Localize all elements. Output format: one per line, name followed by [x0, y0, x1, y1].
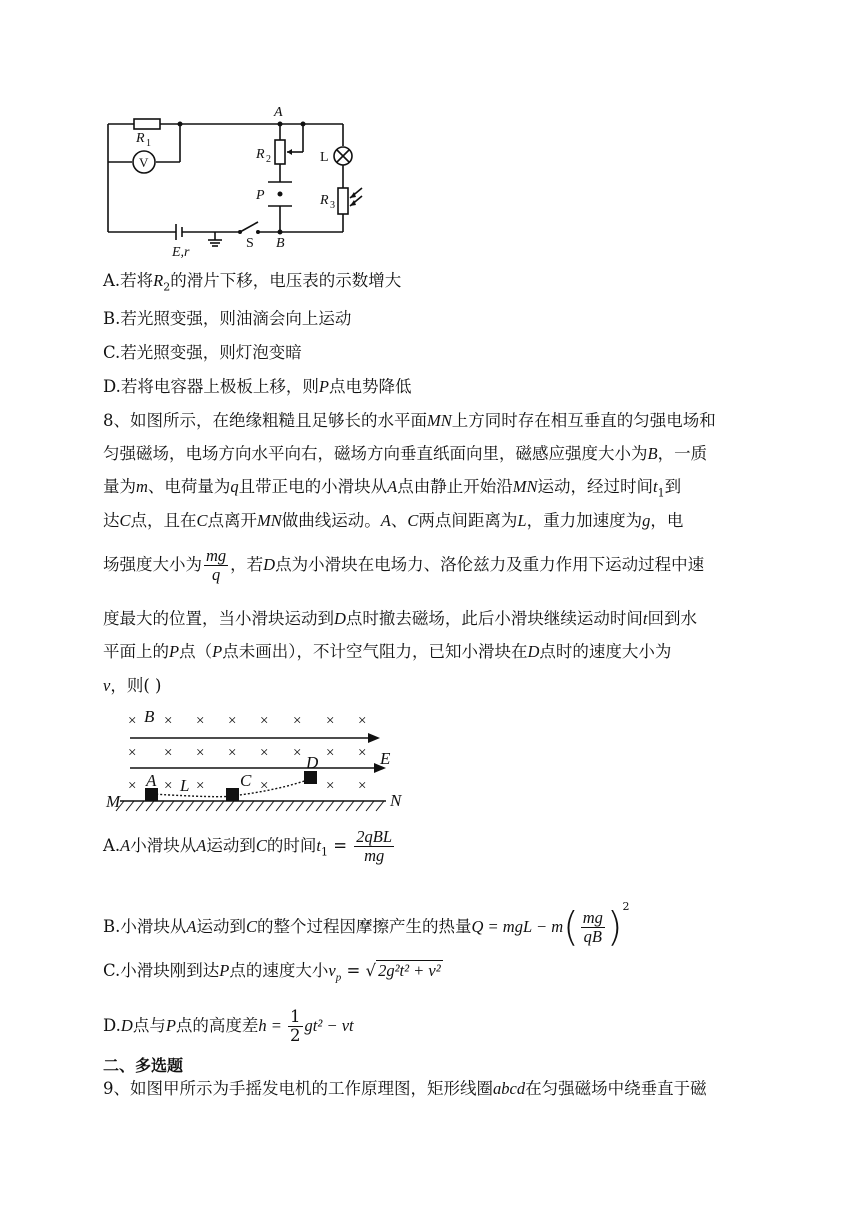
q8-stem-line-6: 度最大的位置，当小滑块运动到D点时撤去磁场，此后小滑块继续运动时间t回到水	[103, 609, 698, 628]
circuit-diagram	[100, 100, 370, 260]
circuit-label-L: L	[320, 150, 329, 165]
q8-option-a: A.A小滑块从A运动到C的时间$t_1$ = $\frac{\text{2qBL}}{mg}$	[103, 827, 393, 865]
field-diagram	[100, 700, 420, 812]
q7-option-a: A.若将$R_2$的滑片下移，电压表的示数增大	[103, 271, 402, 294]
cross-mark: ×	[326, 745, 335, 761]
fraction-mg-over-q: $\frac{mg}{q}$	[206, 546, 227, 584]
section-heading-multiple-choice: 二、多选题	[103, 1056, 184, 1075]
q8-stem-line-2: 匀强磁场，电场方向水平向右，磁场方向垂直纸面向里，磁感应强度大小为B，一质	[103, 444, 708, 463]
q8-stem-line-7: 平面上的P点（P点未画出），不计空气阻力，已知小滑块在D点时的速度大小为	[103, 642, 672, 661]
label-C: C	[240, 771, 252, 790]
q7-option-d: D.若将电容器上极板上移，则P点电势降低	[103, 377, 412, 396]
cross-mark: ×	[196, 745, 205, 761]
cross-mark: ×	[128, 713, 137, 729]
circuit-label-P: P	[256, 188, 265, 203]
cross-mark: ×	[326, 713, 335, 729]
circuit-label-R3-sub: 3	[330, 200, 335, 211]
q9-stem-line-1: 9、如图甲所示为手摇发电机的工作原理图，矩形线圈abcd在匀强磁场中绕垂直于磁	[103, 1079, 707, 1098]
cross-mark: ×	[196, 778, 205, 794]
q7-option-b: B.若光照变强，则油滴会向上运动	[103, 309, 352, 328]
circuit-label-R1: R	[136, 131, 145, 146]
q8-option-c: C.小滑块刚到达P点的速度大小$v_p$ = √ 2g²t² + v²	[103, 961, 441, 984]
cross-mark: ×	[228, 745, 237, 761]
q8-stem-line-3: 量为m、电荷量为q且带正电的小滑块从A点由静止开始沿MN运动，经过时间$t_1$到	[103, 477, 682, 500]
cross-mark: ×	[293, 745, 302, 761]
cross-mark: ×	[326, 778, 335, 794]
label-B: B	[144, 707, 155, 726]
label-D: D	[306, 753, 319, 772]
cross-mark: ×	[260, 745, 269, 761]
label-M: M	[106, 792, 121, 811]
circuit-label-R2: R	[256, 147, 265, 162]
cross-mark: ×	[260, 778, 269, 794]
circuit-label-V: V	[139, 155, 149, 170]
q8-option-b: B.小滑块从A运动到C的整个过程因摩擦产生的热量Q = mgL − m( $\frac{mg}{qB}$ )$^2$	[103, 900, 630, 951]
circuit-label-R2-sub: 2	[266, 154, 271, 165]
cross-mark: ×	[128, 778, 137, 794]
cross-mark: ×	[196, 713, 205, 729]
q8-stem-line-4: 达C点，且在C点离开MN做曲线运动。A、C两点间距离为L，重力加速度为g，电	[103, 511, 684, 530]
cross-mark: ×	[164, 778, 173, 794]
circuit-label-A: A	[274, 105, 283, 120]
q8-stem-line-5: 场强度大小为 $\frac{mg}{q}$ ，若D点为小滑块在电场力、洛伦兹力及重力作用下运动过程中速	[103, 546, 705, 584]
label-A: A	[146, 771, 157, 790]
cross-mark: ×	[358, 713, 367, 729]
q8-option-d: D.D点与P点的高度差h = $\frac{1}{2}$ gt² − vt	[103, 1007, 354, 1045]
cross-mark: ×	[358, 745, 367, 761]
q7-option-c: C.若光照变强，则灯泡变暗	[103, 343, 302, 362]
q8-stem-line-8: v，则( )	[103, 676, 162, 695]
label-E: E	[380, 749, 391, 768]
block-at-C	[226, 788, 239, 801]
circuit-label-B: B	[276, 236, 285, 251]
cross-mark: ×	[164, 713, 173, 729]
circuit-label-R1-sub: 1	[146, 138, 151, 149]
block-at-D	[304, 771, 317, 784]
cross-mark: ×	[293, 713, 302, 729]
cross-mark: ×	[128, 745, 137, 761]
cross-mark: ×	[228, 713, 237, 729]
circuit-label-R3: R	[320, 193, 329, 208]
cross-mark: ×	[260, 713, 269, 729]
circuit-label-S: S	[246, 236, 254, 251]
q8-stem-line-1: 8、如图所示，在绝缘粗糙且足够长的水平面MN上方同时存在相互垂直的匀强电场和	[103, 411, 716, 430]
cross-mark: ×	[164, 745, 173, 761]
label-L: L	[180, 776, 190, 795]
cross-mark: ×	[358, 778, 367, 794]
label-N: N	[390, 791, 402, 810]
circuit-label-E: E,r	[172, 245, 190, 260]
